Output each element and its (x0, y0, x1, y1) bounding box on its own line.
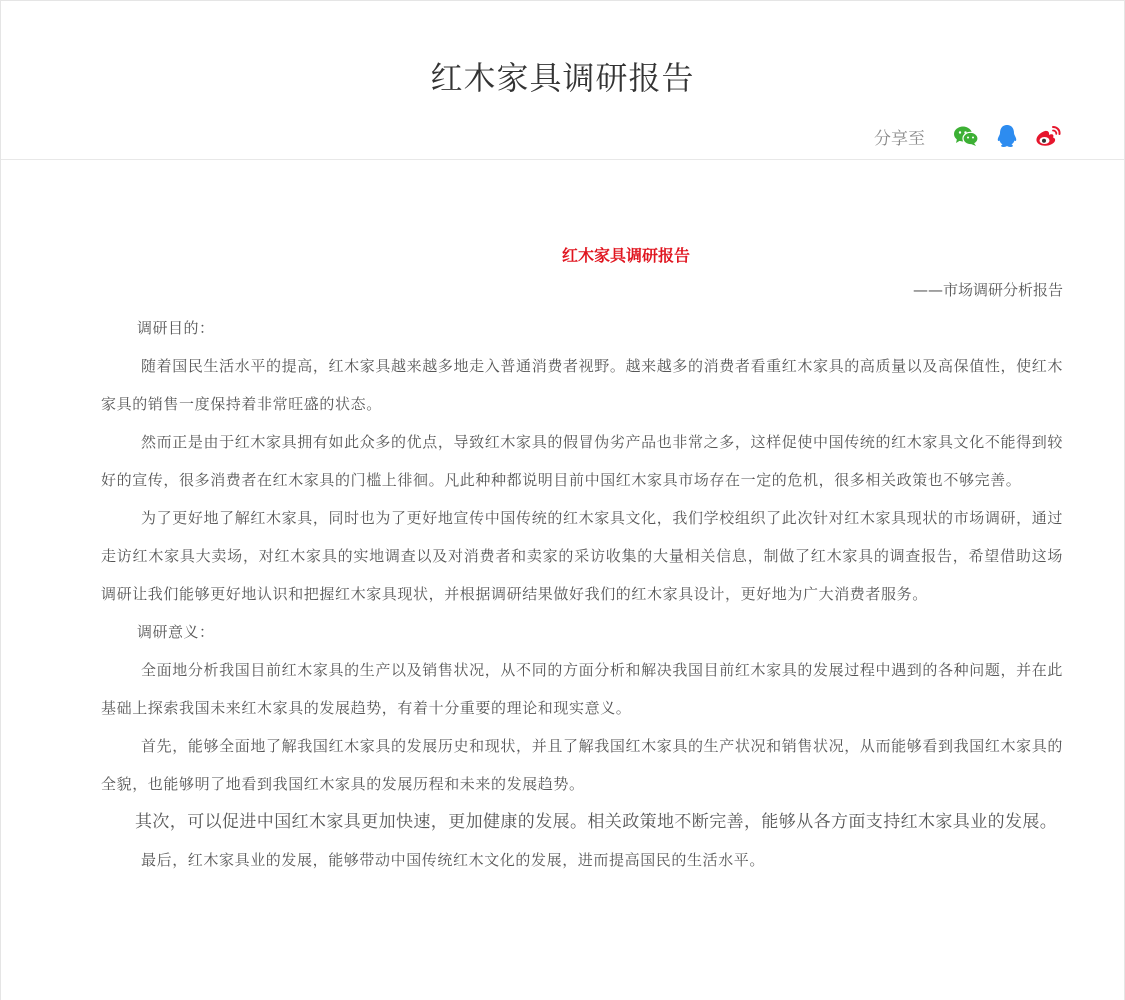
section-heading-purpose: 调研目的： (137, 319, 215, 337)
paragraph: 全面地分析我国目前红木家具的生产以及销售状况，从不同的方面分析和解决我国目前红木家具的发展过程中遇到的各种问题，并在此基础上探索我国未来红木家具的发展趋势，有着十分重要的理论和现实意义。 (101, 661, 1063, 717)
wechat-icon[interactable] (952, 122, 980, 150)
paragraph: 其次，可以促进中国红木家具更加快速，更加健康的发展。相关政策地不断完善，能够从各方面支持红木家具业的发展。 (135, 812, 1058, 832)
weibo-icon[interactable] (1034, 122, 1062, 150)
qq-icon[interactable] (993, 122, 1021, 150)
paragraph: 最后，红木家具业的发展，能够带动中国传统红木文化的发展，进而提高国民的生活水平。 (141, 851, 766, 869)
share-label: 分享至 (874, 128, 925, 149)
paragraph: 首先，能够全面地了解我国红木家具的发展历史和现状，并且了解我国红木家具的生产状况和销售状况，从而能够看到我国红木家具的全貌，也能够明了地看到我国红木家具的发展历程和未来的发展趋势。 (101, 737, 1063, 793)
section-heading-meaning: 调研意义： (137, 623, 215, 641)
paragraph: 然而正是由于红木家具拥有如此众多的优点，导致红木家具的假冒伪劣产品也非常之多，这样促使中国传统的红木家具文化不能得到较好的宣传，很多消费者在红木家具的门槛上徘徊。凡此种种都说明目前中国红木家具市场存在一定的危机，很多相关政策也不够完善。 (101, 433, 1063, 489)
article-header (1, 1, 1124, 160)
document-title: 红木家具调研报告 (561, 246, 690, 265)
paragraph: 随着国民生活水平的提高，红木家具越来越多地走入普通消费者视野。越来越多的消费者看重红木家具的高质量以及高保值性，使红木家具的销售一度保持着非常旺盛的状态。 (101, 357, 1063, 413)
share-bar (874, 121, 1062, 151)
paragraph: 为了更好地了解红木家具，同时也为了更好地宣传中国传统的红木家具文化，我们学校组织了此次针对红木家具现状的市场调研，通过走访红木家具大卖场，对红木家具的实地调查以及对消费者和卖家的采访收集的大量相关信息，制做了红木家具的调查报告，希望借助这场调研让我们能够更好地认识和把握红木家具现状，并根据调研结果做好我们的红木家具设计，更好地为广大消费者服务。 (101, 509, 1063, 603)
page-title: 红木家具调研报告 (430, 59, 695, 97)
article-content (101, 241, 1063, 879)
document-subtitle: ——市场调研分析报告 (912, 281, 1063, 299)
